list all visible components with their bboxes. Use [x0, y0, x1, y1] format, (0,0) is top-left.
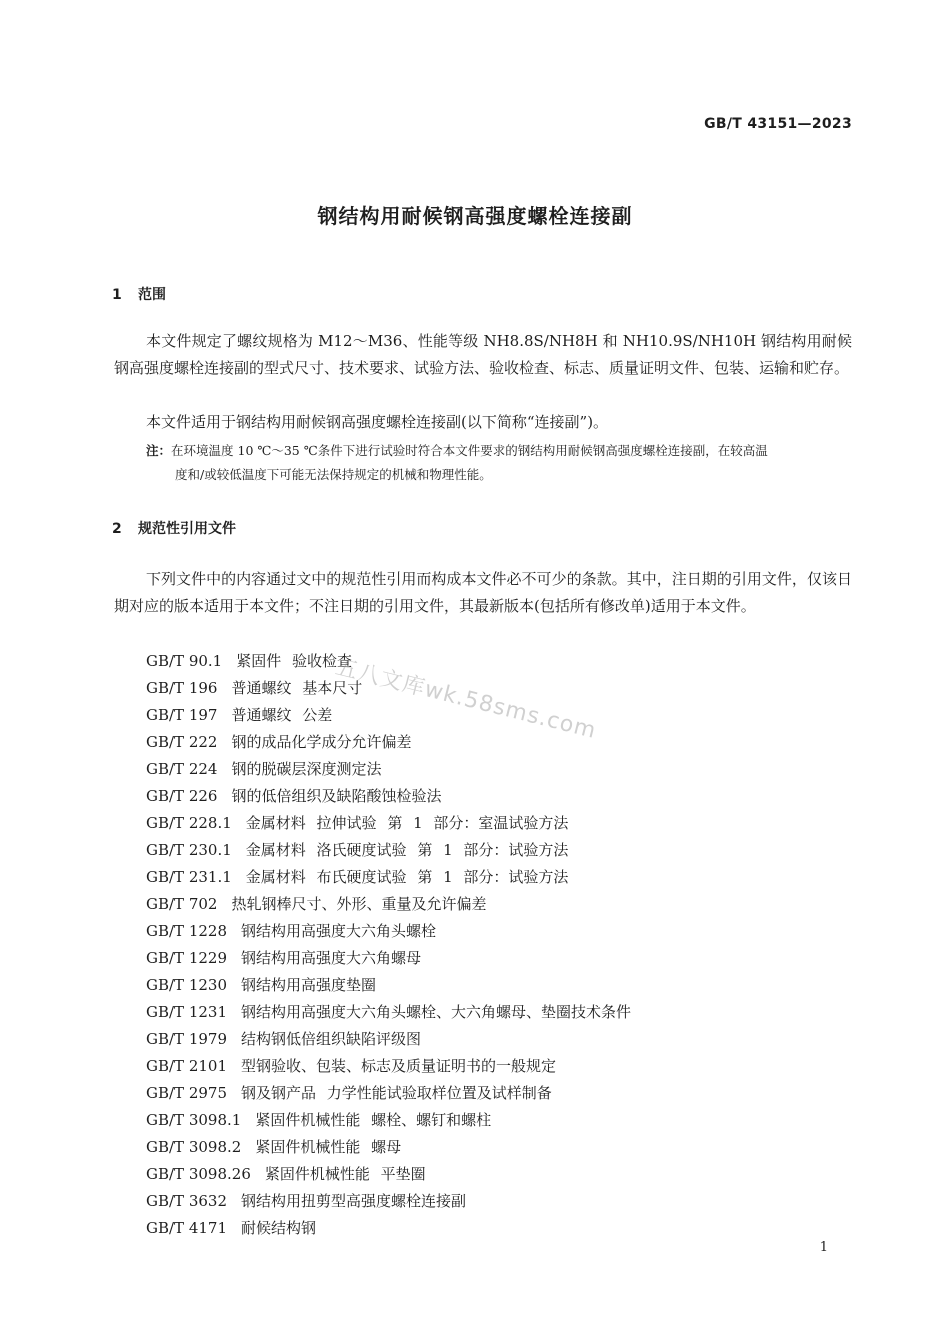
reference-code: GB/T 1229: [146, 949, 228, 967]
reference-item: [146, 1215, 631, 1242]
section-1-heading: [112, 284, 166, 304]
section-1-title: 范围: [138, 287, 166, 303]
reference-title: 钢的成品化学成分允许偏差: [231, 733, 412, 751]
reference-code: GB/T 3098.1: [146, 1111, 242, 1129]
reference-title: 钢的脱碳层深度测定法: [231, 760, 382, 778]
reference-code: GB/T 3098.2: [146, 1138, 242, 1156]
reference-code: GB/T 196: [146, 679, 218, 697]
reference-code: GB/T 1230: [146, 976, 228, 994]
reference-code: GB/T 1979: [146, 1030, 228, 1048]
reference-code: GB/T 226: [146, 787, 218, 805]
reference-item: [146, 756, 631, 783]
reference-code: GB/T 1231: [146, 1003, 228, 1021]
reference-title: 紧固件机械性能 螺栓、螺钉和螺柱: [255, 1111, 492, 1129]
reference-item: [146, 1107, 631, 1134]
reference-title: 钢结构用高强度大六角头螺栓: [241, 922, 437, 940]
reference-title: 紧固件 验收检查: [236, 652, 353, 670]
reference-code: GB/T 90.1: [146, 652, 223, 670]
reference-item: [146, 1053, 631, 1080]
reference-code: GB/T 4171: [146, 1219, 228, 1237]
standard-code: GB/T 43151—2023: [704, 116, 852, 132]
reference-code: GB/T 702: [146, 895, 218, 913]
watermark: 五八文库wk.58sms.com: [332, 654, 599, 744]
reference-title: 金属材料 布氏硬度试验 第 1 部分：试验方法: [245, 868, 569, 886]
reference-item: [146, 1026, 631, 1053]
reference-code: GB/T 1228: [146, 922, 228, 940]
reference-code: GB/T 230.1: [146, 841, 232, 859]
reference-code: GB/T 2101: [146, 1057, 228, 1075]
reference-title: 钢结构用高强度垫圈: [241, 976, 377, 994]
reference-code: GB/T 224: [146, 760, 218, 778]
section-2-title: 规范性引用文件: [138, 521, 236, 537]
reference-item: [146, 783, 631, 810]
reference-code: GB/T 222: [146, 733, 218, 751]
reference-title: 钢结构用高强度大六角螺母: [241, 949, 422, 967]
reference-title: 紧固件机械性能 螺母: [255, 1138, 402, 1156]
section-1-note: [146, 439, 852, 487]
section-2-heading: [112, 518, 236, 538]
reference-title: 钢结构用高强度大六角头螺栓、大六角螺母、垫圈技术条件: [241, 1003, 632, 1021]
normative-references-list: [146, 648, 631, 1242]
reference-title: 普通螺纹 基本尺寸: [231, 679, 363, 697]
reference-code: GB/T 3098.26: [146, 1165, 251, 1183]
reference-title: 钢及钢产品 力学性能试验取样位置及试样制备: [241, 1084, 552, 1102]
reference-code: GB/T 231.1: [146, 868, 232, 886]
section-2-number: 2: [112, 521, 122, 537]
reference-item: [146, 810, 631, 837]
reference-title: 金属材料 拉伸试验 第 1 部分：室温试验方法: [245, 814, 569, 832]
reference-title: 耐候结构钢: [241, 1219, 317, 1237]
reference-code: GB/T 228.1: [146, 814, 232, 832]
reference-item: [146, 1161, 631, 1188]
reference-title: 普通螺纹 公差: [231, 706, 333, 724]
reference-item: [146, 1134, 631, 1161]
reference-item: [146, 1188, 631, 1215]
section-1-paragraph-1: 本文件规定了螺纹规格为 M12～M36、性能等级 NH8.8S/NH8H 和 NH10.9S/NH10H 钢结构用耐候钢高强度螺栓连接副的型式尺寸、技术要求、试验方法、验收检查、标志、质量证明文件、包装、运输和贮存。: [114, 332, 852, 377]
reference-item: [146, 864, 631, 891]
note-line-1: 在环境温度 10 ℃～35 ℃条件下进行试验时符合本文件要求的钢结构用耐候钢高强度螺栓连接副，在较高温: [171, 443, 768, 458]
reference-item: [146, 945, 631, 972]
reference-code: GB/T 2975: [146, 1084, 228, 1102]
reference-item: [146, 1080, 631, 1107]
reference-item: [146, 918, 631, 945]
reference-code: GB/T 197: [146, 706, 218, 724]
reference-title: 金属材料 洛氏硬度试验 第 1 部分：试验方法: [245, 841, 569, 859]
page-number: 1: [819, 1240, 828, 1255]
reference-title: 钢结构用扭剪型高强度螺栓连接副: [241, 1192, 467, 1210]
reference-title: 型钢验收、包装、标志及质量证明书的一般规定: [241, 1057, 557, 1075]
reference-title: 紧固件机械性能 平垫圈: [264, 1165, 426, 1183]
reference-item: [146, 891, 631, 918]
reference-title: 钢的低倍组织及缺陷酸蚀检验法: [231, 787, 442, 805]
document-title: 钢结构用耐候钢高强度螺栓连接副: [317, 204, 633, 228]
reference-title: 结构钢低倍组织缺陷评级图: [241, 1030, 422, 1048]
reference-title: 热轧钢棒尺寸、外形、重量及允许偏差: [231, 895, 487, 913]
reference-item: [146, 999, 631, 1026]
section-1-paragraph-2: 本文件适用于钢结构用耐候钢高强度螺栓连接副(以下简称“连接副”)。: [146, 413, 609, 431]
note-line-2: 度和/或较低温度下可能无法保持规定的机械和物理性能。: [175, 467, 492, 482]
section-1-number: 1: [112, 287, 122, 303]
reference-code: GB/T 3632: [146, 1192, 228, 1210]
reference-item: [146, 837, 631, 864]
reference-item: [146, 972, 631, 999]
note-label: 注：: [146, 443, 172, 458]
section-2-paragraph-1: 下列文件中的内容通过文中的规范性引用而构成本文件必不可少的条款。其中，注日期的引用文件，仅该日期对应的版本适用于本文件；不注日期的引用文件，其最新版本(包括所有修改单)适用于本文件。: [114, 570, 852, 615]
